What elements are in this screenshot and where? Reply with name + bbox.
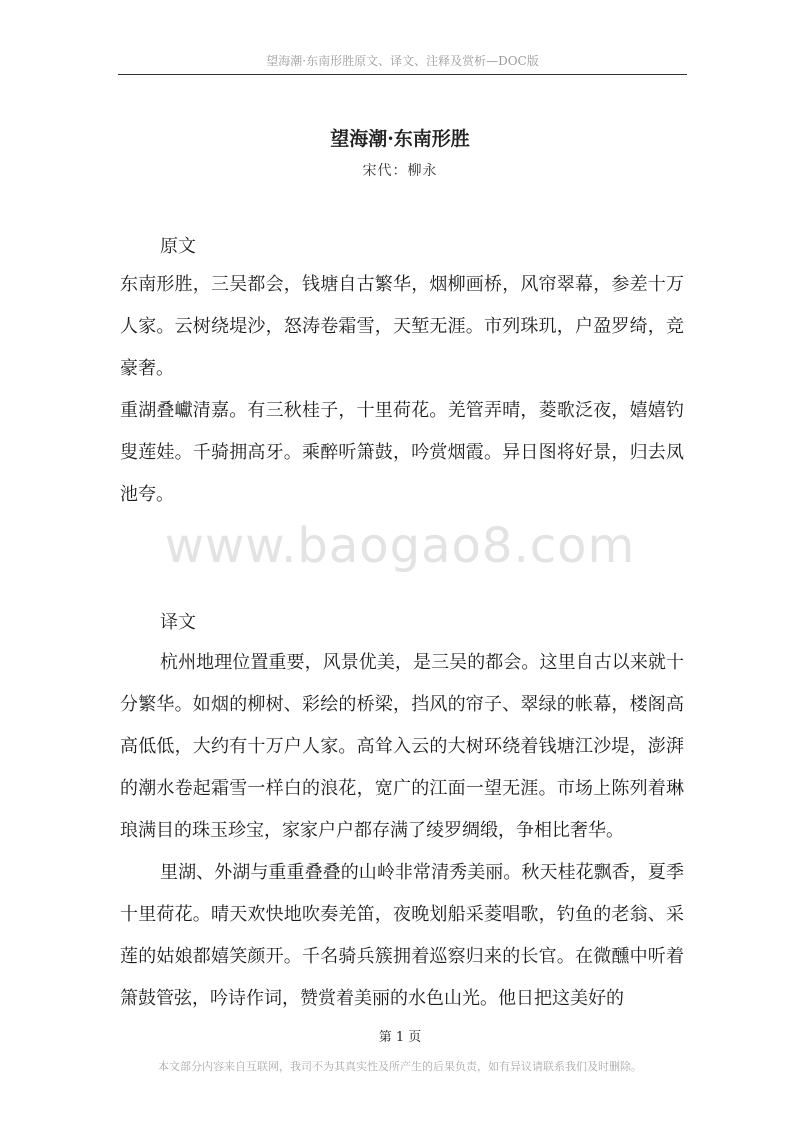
disclaimer: 本文部分内容来自互联网，我司不为其真实性及所产生的后果负责，如有异议请联系我们及时删除。 [158,1060,642,1073]
original-paragraph: 重湖叠巘清嘉。有三秋桂子，十里荷花。羌管弄晴，菱歌泛夜，嬉嬉钓叟莲娃。千骑拥高牙。乘醉听箫鼓，吟赏烟霞。异日图将好景，归去凤池夸。 [120,400,684,505]
original-paragraph: 东南形胜，三吴都会，钱塘自古繁华，烟柳画桥，风帘翠幕，参差十万人家。云树绕堤沙，怒涛卷霜雪，天堑无涯。市列珠玑，户盈罗绮，竞豪奢。 [120,274,684,379]
watermark: www.baogao8.com [164,518,636,574]
page-header [118,48,687,75]
translation-heading: 译文 [160,612,196,633]
poem-author: 宋代：柳永 [362,163,438,179]
translation-paragraph: 里湖、外湖与重重叠叠的山岭非常清秀美丽。秋天桂花飘香，夏季十里荷花。晴天欢快地吹奏羌笛，夜晚划船采菱唱歌，钓鱼的老翁、采莲的姑娘都嬉笑颜开。千名骑兵簇拥着巡察归来的长官。在微醺中听着箫鼓管弦，吟诗作词，赞赏着美丽的水色山光。他日把这美好的 [120,862,684,1009]
poem-title: 望海潮·东南形胜 [330,128,470,150]
original-text [120,264,684,516]
translation-paragraph: 杭州地理位置重要，风景优美，是三吴的都会。这里自古以来就十分繁华。如烟的柳树、彩绘的桥梁，挡风的帘子、翠绿的帐幕，楼阁高高低低，大约有十万户人家。高耸入云的大树环绕着钱塘江沙堤，澎湃的潮水卷起霜雪一样白的浪花，宽广的江面一望无涯。市场上陈列着琳琅满目的珠玉珍宝，家家户户都存满了绫罗绸缎，争相比奢华。 [120,652,684,841]
page-number: 第 1 页 [378,1030,422,1045]
original-heading: 原文 [160,236,196,257]
header-text: 望海潮·东南形胜原文、译文、注释及赏析—DOC版 [266,54,539,68]
translation-text [120,642,684,1020]
